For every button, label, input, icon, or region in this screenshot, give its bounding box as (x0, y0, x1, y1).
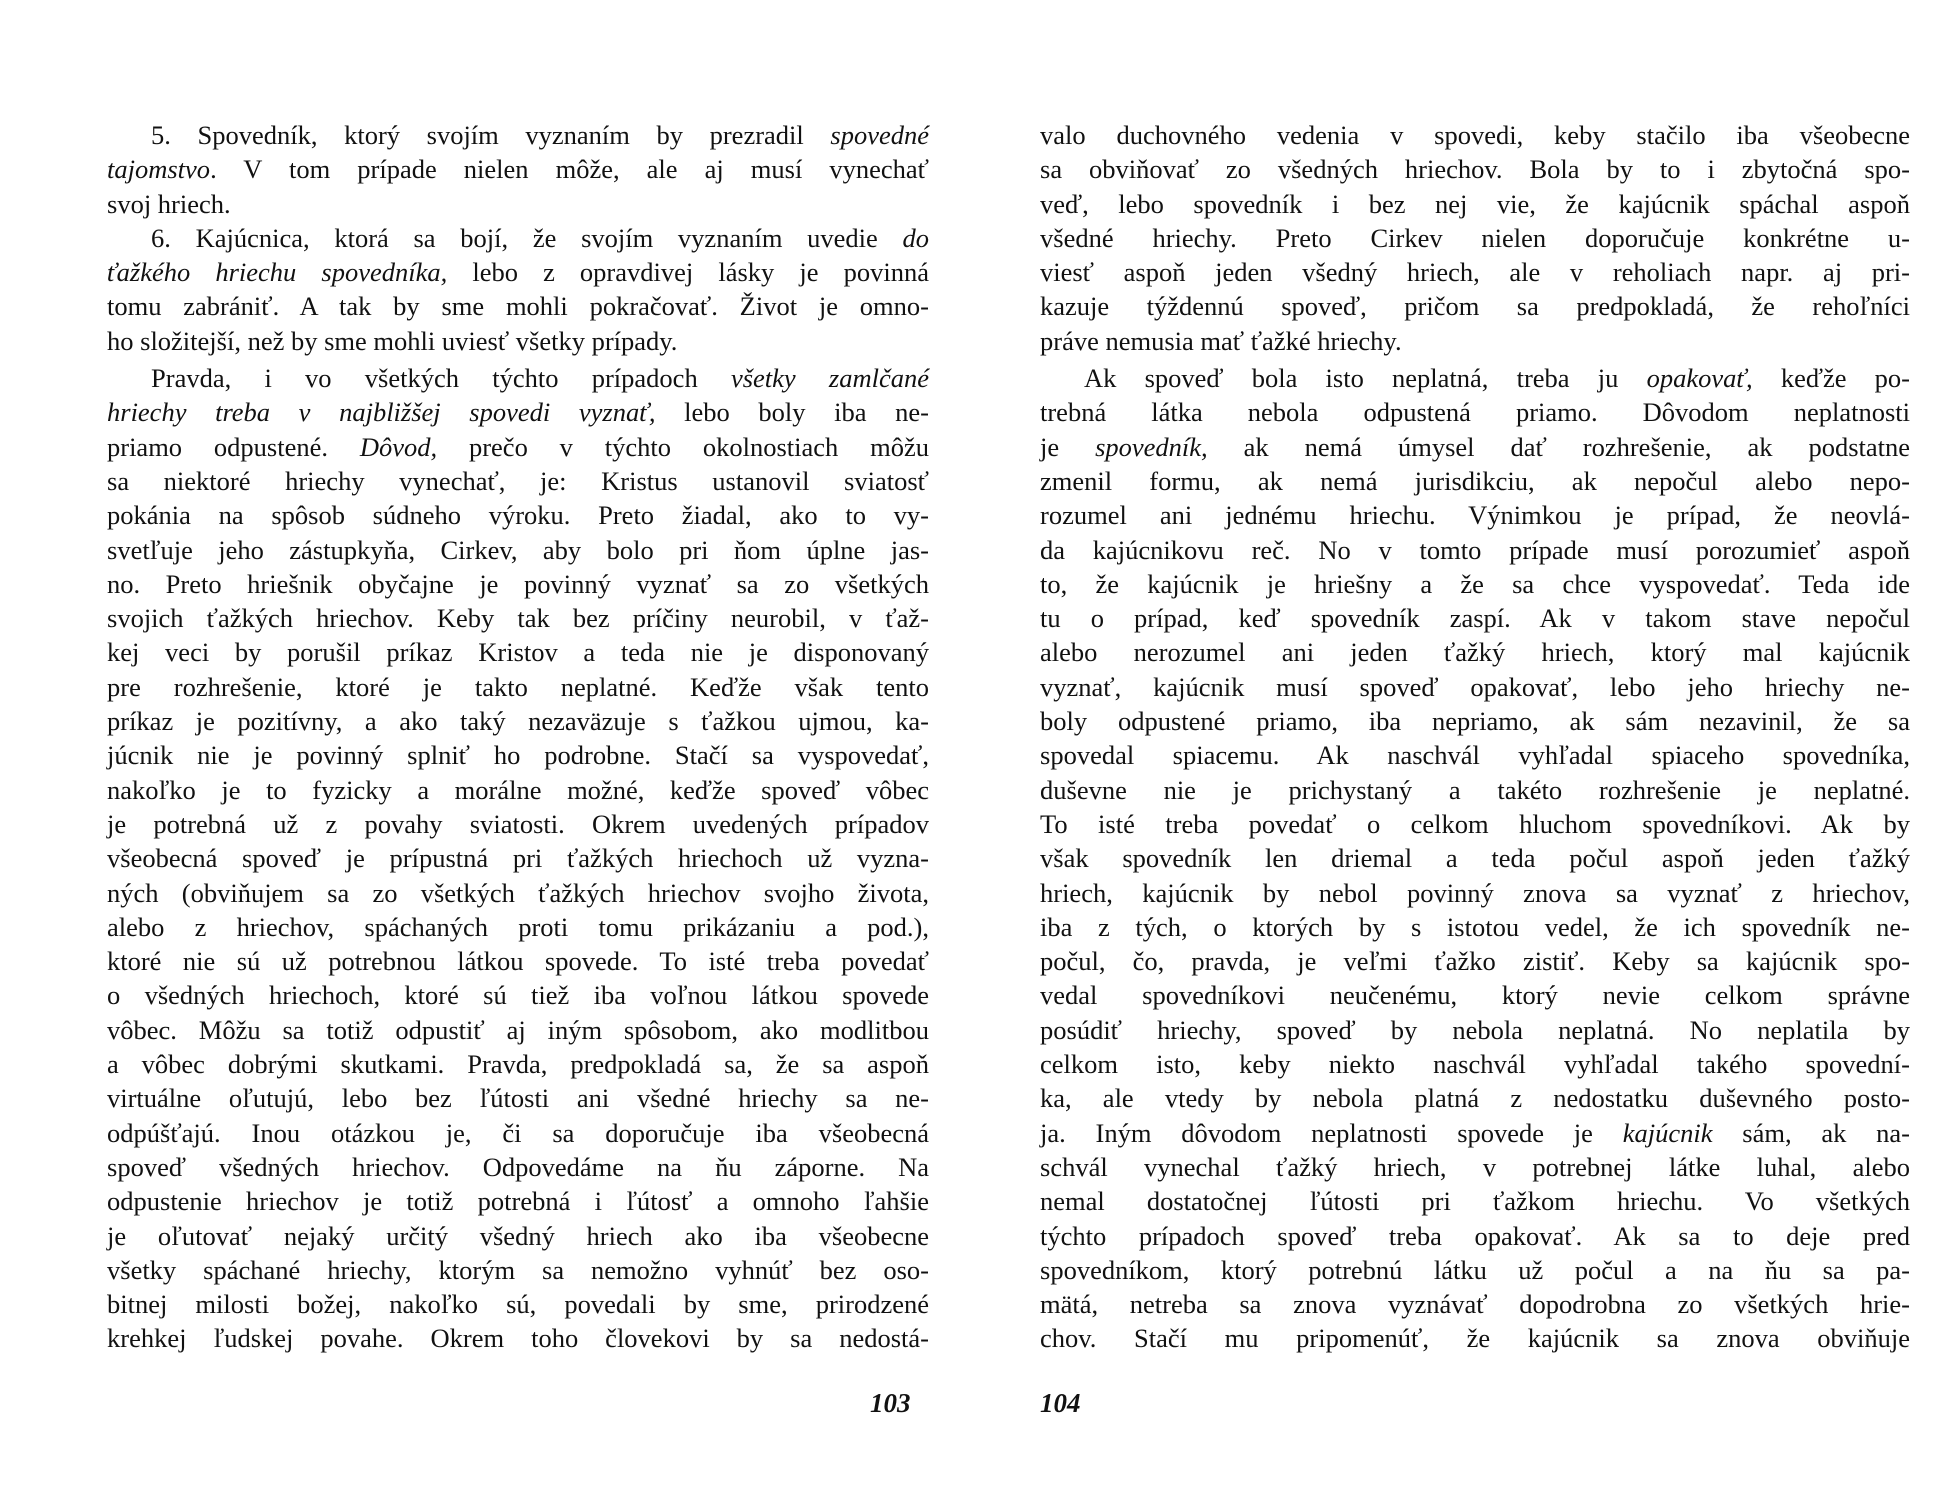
text-line (1040, 289, 1910, 323)
text-segment: odpustenie hriechov je totiž potrebná i ľútosť a omnoho ľahšie (107, 1186, 929, 1217)
text-segment: schvál vynechal ťažký hriech, v potrebnej látke luhal, alebo (1040, 1151, 1910, 1182)
text-line (1040, 1013, 1910, 1047)
text-line (1040, 1047, 1910, 1081)
text-segment: spovedníkom, ktorý potrebnú látku už počul a na ňu sa pa- (1040, 1254, 1910, 1285)
text-segment: veď, lebo spovedník i bez nej vie, že kajúcnik spáchal aspoň (1040, 188, 1910, 219)
text-line (107, 670, 929, 704)
text-line (1040, 324, 1910, 358)
text-segment: iba z tých, o ktorých by s istotou vedel, že ich spovedník ne- (1040, 911, 1910, 942)
text-line (1040, 361, 1910, 395)
text-line (1040, 635, 1910, 669)
text-line (107, 1116, 929, 1150)
text-line (107, 221, 929, 255)
text-line (1040, 430, 1910, 464)
text-segment: ka, ale vtedy by nebola platná z nedostatku duševného posto- (1040, 1083, 1910, 1114)
text-line (107, 601, 929, 635)
text-line (1040, 1253, 1910, 1287)
text-line (1040, 152, 1910, 186)
text-line (107, 1219, 929, 1253)
text-segment: mätá, netreba sa znova vyznávať dopodrobna zo všetkých hrie- (1040, 1289, 1910, 1320)
text-line (1040, 1219, 1910, 1253)
text-line (1040, 1081, 1910, 1115)
text-segment: boly odpustené priamo, iba nepriamo, ak sám nezavinil, že sa (1040, 706, 1910, 737)
text-segment: krehkej ľudskej povahe. Okrem toho človekovi by sa nedostá- (107, 1323, 929, 1354)
text-line (1040, 1150, 1910, 1184)
text-segment: je (1040, 431, 1096, 462)
text-line (1040, 1116, 1910, 1150)
text-line (107, 289, 929, 323)
text-segment: ja. Iným dôvodom neplatnosti spovede je (1040, 1117, 1623, 1148)
text-segment: alebo nerozumel ani jeden ťažký hriech, ktorý mal kajúcnik (1040, 637, 1910, 668)
text-line (107, 773, 929, 807)
text-segment: no. Preto hriešnik obyčajne je povinný vyznať sa zo všetkých (107, 568, 929, 599)
text-line (107, 567, 929, 601)
text-line (107, 187, 929, 221)
text-segment: priamo odpustené. (107, 431, 360, 462)
text-line (107, 464, 929, 498)
text-segment: ktoré nie sú už potrebnou látkou spovede. To isté treba povedať (107, 946, 929, 977)
text-line (107, 738, 929, 772)
text-line (1040, 1321, 1910, 1355)
left-page-text (107, 118, 929, 1356)
text-line (1040, 944, 1910, 978)
text-segment: Ak spoveď bola isto neplatná, treba ju (1084, 363, 1647, 394)
text-line (1040, 876, 1910, 910)
text-segment: vedal spovedníkovi neučenému, ktorý nevie celkom správne (1040, 980, 1910, 1011)
text-segment: o všedných hriechoch, ktoré sú tiež iba voľnou látkou spovede (107, 980, 929, 1011)
text-line (107, 1150, 929, 1184)
text-line (107, 1013, 929, 1047)
text-segment: virtuálne oľutujú, lebo bez ľútosti ani všedné hriechy sa ne- (107, 1083, 929, 1114)
italic-text: tajomstvo (107, 154, 211, 185)
text-segment: príkaz je pozitívny, a ako taký nezaväzuje s ťažkou ujmou, ka- (107, 706, 929, 737)
text-line (107, 807, 929, 841)
text-line (107, 533, 929, 567)
text-segment: rozumel ani jednému hriechu. Výnimkou je prípad, že neovlá- (1040, 500, 1910, 531)
text-line (107, 152, 929, 186)
text-line (107, 498, 929, 532)
text-segment: Pravda, i vo všetkých týchto prípadoch (151, 363, 731, 394)
text-segment: hriech, kajúcnik by nebol povinný znova sa vyznať z hriechov, (1040, 877, 1910, 908)
text-segment: je potrebná už z povahy sviatosti. Okrem uvedených prípadov (107, 808, 929, 839)
text-line (1040, 187, 1910, 221)
text-line (107, 1081, 929, 1115)
text-segment: 5. Spovedník, ktorý svojím vyznaním by prezradil (151, 120, 831, 150)
text-segment: a vôbec dobrými skutkami. Pravda, predpokladá sa, že sa aspoň (107, 1049, 929, 1080)
text-segment: kej veci by porušil príkaz Kristov a teda nie je disponovaný (107, 637, 929, 668)
text-line (107, 1287, 929, 1321)
text-line (1040, 498, 1910, 532)
text-line (107, 635, 929, 669)
text-line (107, 704, 929, 738)
italic-text: všetky zamlčané (730, 363, 929, 394)
text-segment: svoj hriech. (107, 188, 231, 219)
text-segment: To isté treba povedať o celkom hluchom spovedníkovi. Ak by (1040, 808, 1910, 839)
text-line (1040, 841, 1910, 875)
text-line (107, 910, 929, 944)
text-segment: celkom isto, keby niekto naschvál vyhľadal takého spovední- (1040, 1049, 1910, 1080)
italic-text: do (902, 222, 929, 253)
text-segment: posúdiť hriechy, spoveď by nebola neplatná. No neplatila by (1040, 1014, 1910, 1045)
text-line (1040, 773, 1910, 807)
text-line (107, 978, 929, 1012)
text-segment: počul, čo, pravda, je veľmi ťažko zistiť. Keby sa kajúcnik spo- (1040, 946, 1910, 977)
page-number-right: 104 (1040, 1388, 1081, 1418)
text-line (1040, 738, 1910, 772)
text-segment: sa obviňovať zo všedných hriechov. Bola by to i zbytočná spo- (1040, 154, 1910, 185)
text-line (1040, 567, 1910, 601)
text-line (107, 361, 929, 395)
italic-text: ťažkého hriechu spovedníka, (107, 257, 448, 288)
text-line (1040, 395, 1910, 429)
text-segment: viesť aspoň jeden všedný hriech, ale v reholiach napr. aj pri- (1040, 257, 1910, 288)
italic-text: opakovať, (1646, 363, 1753, 394)
text-segment: vôbec. Môžu sa totiž odpustiť aj iným spôsobom, ako modlitbou (107, 1014, 929, 1045)
text-segment: práve nemusia mať ťažké hriechy. (1040, 325, 1402, 356)
text-line (107, 430, 929, 464)
text-segment: vyznať, kajúcnik musí spoveď opakovať, lebo jeho hriechy ne- (1040, 671, 1910, 702)
page-number-left: 103 (870, 1388, 911, 1418)
text-line (107, 841, 929, 875)
text-segment: odpúšťajú. Inou otázkou je, či sa doporučuje iba všeobecná (107, 1117, 929, 1148)
text-segment: prečo v týchto okolnostiach môžu (437, 431, 930, 462)
text-segment: však spovedník len driemal a teda počul aspoň jeden ťažký (1040, 843, 1910, 874)
right-page-text (1040, 118, 1910, 1356)
text-segment: spoveď všedných hriechov. Odpovedáme na ňu záporne. Na (107, 1151, 929, 1182)
text-segment: sa niektoré hriechy vynechať, je: Kristus ustanovil sviatosť (107, 465, 929, 496)
text-segment: tomu zabrániť. A tak by sme mohli pokračovať. Život je omno- (107, 291, 929, 322)
text-segment: všeobecná spoveď je prípustná pri ťažkých hriechoch už vyzna- (107, 843, 929, 874)
text-segment: alebo z hriechov, spáchaných proti tomu prikázaniu a pod.), (107, 911, 929, 942)
text-segment: da kajúcnikovu reč. No v tomto prípade musí porozumieť aspoň (1040, 534, 1910, 565)
italic-text: spovedník, (1095, 431, 1208, 462)
text-segment: lebo boly iba ne- (655, 397, 929, 428)
text-segment: chov. Stačí mu pripomenúť, že kajúcnik sa znova obviňuje (1040, 1323, 1910, 1354)
text-segment: trebná látka nebola odpustená priamo. Dôvodom neplatnosti (1040, 397, 1910, 428)
italic-text: kajúcnik (1622, 1117, 1713, 1148)
text-line (1040, 533, 1910, 567)
text-segment: spovedal spiacemu. Ak naschvál vyhľadal spiaceho spovedníka, (1040, 740, 1910, 771)
text-line (107, 255, 929, 289)
text-segment: pokánia na spôsob súdneho výroku. Preto žiadal, ako to vy- (107, 500, 929, 531)
text-line (107, 395, 929, 429)
text-line (1040, 118, 1910, 152)
text-line (107, 1321, 929, 1355)
text-line (1040, 910, 1910, 944)
text-line (107, 1253, 929, 1287)
text-segment: nemal dostatočnej ľútosti pri ťažkom hriechu. Vo všetkých (1040, 1186, 1910, 1217)
text-segment: ho složitejší, než by sme mohli uviesť všetky prípady. (107, 325, 678, 356)
text-segment: je oľutovať nejaký určitý všedný hriech ako iba všeobecne (107, 1220, 929, 1251)
text-segment: to, že kajúcnik je hriešny a že sa chce vyspovedať. Teda ide (1040, 568, 1910, 599)
text-segment: ných (obviňujem sa zo všetkých ťažkých hriechov svojho života, (107, 877, 929, 908)
text-segment: sám, ak na- (1712, 1117, 1910, 1148)
text-segment: . V tom prípade nielen môže, ale aj musí vynechať (210, 154, 929, 185)
text-line (1040, 1287, 1910, 1321)
text-segment: všetky spáchané hriechy, ktorým sa nemožno vyhnúť bez oso- (107, 1254, 929, 1285)
text-line (1040, 1184, 1910, 1218)
text-line (1040, 670, 1910, 704)
text-segment: bitnej milosti božej, nakoľko sú, povedali by sme, prirodzené (107, 1289, 929, 1320)
text-line (1040, 255, 1910, 289)
text-line (107, 118, 929, 152)
text-line (1040, 807, 1910, 841)
text-line (1040, 464, 1910, 498)
text-segment: 6. Kajúcnica, ktorá sa bojí, že svojím vyznaním uvedie (151, 222, 903, 253)
text-segment: nakoľko je to fyzicky a morálne možné, keďže spoveď vôbec (107, 774, 929, 805)
text-segment: pre rozhrešenie, ktoré je takto neplatné. Keďže však tento (107, 671, 929, 702)
text-segment: valo duchovného vedenia v spovedi, keby stačilo iba všeobecne (1040, 120, 1910, 150)
text-segment: týchto prípadoch spoveď treba opakovať. Ak sa to deje pred (1040, 1220, 1910, 1251)
italic-text: Dôvod, (359, 431, 438, 462)
text-line (1040, 978, 1910, 1012)
text-segment: zmenil formu, ak nemá jurisdikciu, ak nepočul alebo nepo- (1040, 465, 1910, 496)
text-segment: júcnik nie je povinný splniť ho podrobne. Stačí sa vyspovedať, (107, 740, 929, 771)
text-segment: tu o prípad, keď spovedník zaspí. Ak v takom stave nepočul (1040, 603, 1910, 634)
text-segment: svojich ťažkých hriechov. Keby tak bez príčiny neurobil, v ťaž- (107, 603, 929, 634)
text-segment: lebo z opravdivej lásky je povinná (447, 257, 930, 288)
text-line (107, 1184, 929, 1218)
text-segment: ak nemá úmysel dať rozhrešenie, ak podstatne (1207, 431, 1911, 462)
text-line (107, 1047, 929, 1081)
italic-text: spovedné (830, 120, 929, 150)
text-line (107, 876, 929, 910)
text-line (1040, 704, 1910, 738)
italic-text: hriechy treba v najbližšej spovedi vyznať, (107, 397, 656, 428)
text-segment: duševne nie je prichystaný a takéto rozhrešenie je neplatné. (1040, 774, 1910, 805)
text-line (107, 324, 929, 358)
text-line (107, 944, 929, 978)
text-segment: keďže po- (1752, 363, 1911, 394)
text-segment: všedné hriechy. Preto Cirkev nielen doporučuje konkrétne u- (1040, 222, 1910, 253)
text-line (1040, 221, 1910, 255)
text-line (1040, 601, 1910, 635)
text-segment: svetľuje jeho zástupkyňa, Cirkev, aby bolo pri ňom úplne jas- (107, 534, 929, 565)
text-segment: kazuje týždennú spoveď, pričom sa predpokladá, že rehoľníci (1040, 291, 1910, 322)
